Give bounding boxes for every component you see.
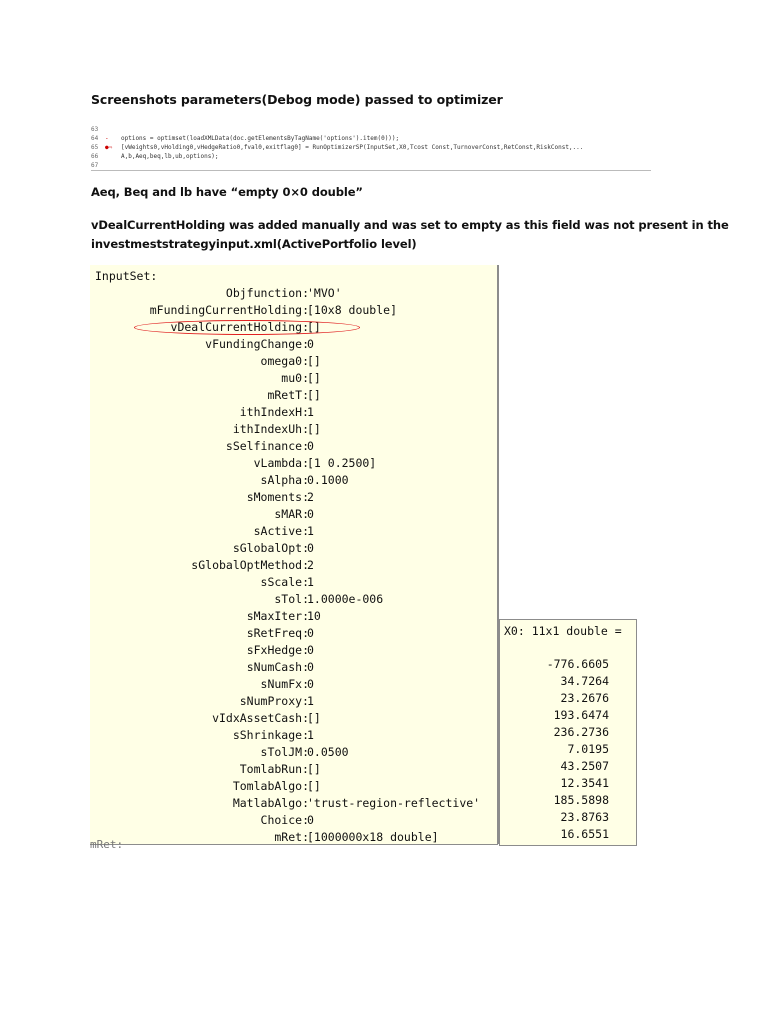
field-value: 0 bbox=[307, 813, 314, 827]
x0-value: 43.2507 bbox=[560, 759, 609, 773]
field-value: 10 bbox=[307, 609, 321, 623]
inputset-field bbox=[90, 728, 497, 745]
inputset-field bbox=[90, 592, 497, 609]
x0-value: 236.2736 bbox=[553, 725, 609, 739]
field-value: [1000000x18 double] bbox=[307, 830, 439, 844]
field-name: sMAR: bbox=[274, 507, 309, 521]
field-value: 0.0500 bbox=[307, 745, 349, 759]
inputset-variable-panel bbox=[90, 265, 498, 851]
paragraph-deal-holding-line1: vDealCurrentHolding was added manually and was set to empty as this field was not present in the bbox=[91, 218, 729, 232]
field-value: 0 bbox=[307, 626, 314, 640]
field-value: 0.1000 bbox=[307, 473, 349, 487]
field-value: 2 bbox=[307, 558, 314, 572]
breakpoint-marker: - bbox=[105, 135, 109, 142]
inputset-field bbox=[90, 779, 497, 796]
inputset-field bbox=[90, 337, 497, 354]
field-name: vIdxAssetCash: bbox=[212, 711, 309, 725]
field-name: sFxHedge: bbox=[246, 643, 309, 657]
field-value: 1 bbox=[307, 524, 314, 538]
inputset-field bbox=[90, 473, 497, 490]
field-value: [1 0.2500] bbox=[307, 456, 377, 470]
field-name: sScale: bbox=[260, 575, 309, 589]
field-value: 0 bbox=[307, 660, 314, 674]
field-value: [] bbox=[307, 371, 321, 385]
field-value: 0 bbox=[307, 337, 314, 351]
field-name: sMaxIter: bbox=[246, 609, 309, 623]
field-name: sNumProxy: bbox=[239, 694, 309, 708]
x0-value: 16.6551 bbox=[560, 827, 609, 841]
field-name: mu0: bbox=[281, 371, 309, 385]
field-value: 2 bbox=[307, 490, 314, 504]
inputset-title: InputSet: bbox=[95, 269, 158, 283]
field-value: [] bbox=[307, 711, 321, 725]
inputset-field bbox=[90, 796, 497, 813]
field-value: [10x8 double] bbox=[307, 303, 398, 317]
inputset-field bbox=[90, 677, 497, 694]
field-value: 0 bbox=[307, 439, 314, 453]
code-line-number: 63 bbox=[91, 126, 99, 133]
inputset-field bbox=[90, 626, 497, 643]
field-name: sShrinkage: bbox=[232, 728, 309, 742]
field-value: 0 bbox=[307, 643, 314, 657]
field-value: [] bbox=[307, 422, 321, 436]
field-name: sRetFreq: bbox=[246, 626, 309, 640]
field-value: [] bbox=[307, 354, 321, 368]
field-value: 1 bbox=[307, 694, 314, 708]
field-name: sGlobalOptMethod: bbox=[191, 558, 309, 572]
cropped-text-fragment: mRet: bbox=[90, 838, 124, 851]
x0-value: 34.7264 bbox=[560, 674, 609, 688]
field-name: sNumCash: bbox=[246, 660, 309, 674]
inputset-field bbox=[90, 711, 497, 728]
code-divider bbox=[91, 170, 651, 171]
inputset-field bbox=[90, 286, 497, 303]
field-value: 'trust-region-reflective' bbox=[307, 796, 481, 810]
inputset-field bbox=[90, 507, 497, 524]
code-line-number: 66 bbox=[91, 153, 99, 160]
inputset-field bbox=[90, 745, 497, 762]
inputset-field bbox=[90, 354, 497, 371]
breakpoint-marker: ●⇨ bbox=[105, 144, 113, 151]
inputset-field bbox=[90, 456, 497, 473]
x0-value: 12.3541 bbox=[560, 776, 609, 790]
inputset-field bbox=[90, 405, 497, 422]
field-name: Choice: bbox=[260, 813, 309, 827]
x0-variable-panel bbox=[499, 619, 637, 846]
field-value: [] bbox=[307, 762, 321, 776]
inputset-field bbox=[90, 830, 497, 851]
field-value: 1 bbox=[307, 405, 314, 419]
field-name: Objfunction: bbox=[225, 286, 309, 300]
inputset-field bbox=[90, 439, 497, 456]
paragraph-empty-fields: Aeq, Beq and lb have “empty 0×0 double” bbox=[91, 185, 363, 199]
inputset-field bbox=[90, 388, 497, 405]
field-name: vFundingChange: bbox=[205, 337, 309, 351]
inputset-field bbox=[90, 813, 497, 830]
code-line-text: A,b,Aeq,beq,lb,ub,options); bbox=[121, 153, 219, 160]
field-name: vDealCurrentHolding: bbox=[170, 320, 309, 334]
inputset-field bbox=[90, 643, 497, 660]
page-heading: Screenshots parameters(Debog mode) passed to optimizer bbox=[91, 92, 503, 107]
code-line-text: [vWeights0,vHolding0,vHedgeRatio0,fval0,exitflag0] = RunOptimizerSP(InputSet,X0,Tcost Const,TurnoverConst,RetConst,RiskConst,... bbox=[121, 144, 584, 151]
inputset-field bbox=[90, 762, 497, 779]
inputset-field bbox=[90, 490, 497, 507]
x0-title: X0: 11x1 double = bbox=[504, 624, 622, 638]
field-name: TomlabRun: bbox=[239, 762, 309, 776]
x0-value: 185.5898 bbox=[553, 793, 609, 807]
inputset-field bbox=[90, 422, 497, 439]
field-value: 1 bbox=[307, 575, 314, 589]
inputset-field bbox=[90, 609, 497, 626]
x0-value: 193.6474 bbox=[553, 708, 609, 722]
field-name: ithIndexH: bbox=[239, 405, 309, 419]
field-name: sMoments: bbox=[246, 490, 309, 504]
inputset-field bbox=[90, 694, 497, 711]
inputset-field bbox=[90, 541, 497, 558]
field-name: sTolJM: bbox=[260, 745, 309, 759]
paragraph-deal-holding-line2: investmeststrategyinput.xml(ActivePortfolio level) bbox=[91, 237, 417, 251]
x0-value: 7.0195 bbox=[567, 742, 609, 756]
field-value: [] bbox=[307, 388, 321, 402]
field-name: vLambda: bbox=[253, 456, 309, 470]
inputset-field bbox=[90, 371, 497, 388]
field-name: omega0: bbox=[260, 354, 309, 368]
field-name: mRetT: bbox=[267, 388, 309, 402]
inputset-field bbox=[90, 558, 497, 575]
field-name: mRet: bbox=[274, 830, 309, 844]
field-value: 'MVO' bbox=[307, 286, 342, 300]
field-value: 0 bbox=[307, 677, 314, 691]
field-name: mFundingCurrentHolding: bbox=[149, 303, 309, 317]
inputset-field bbox=[90, 524, 497, 541]
x0-value: 23.8763 bbox=[560, 810, 609, 824]
field-value: [] bbox=[307, 320, 321, 334]
field-value: 1.0000e-006 bbox=[307, 592, 384, 606]
inputset-field bbox=[90, 303, 497, 320]
code-line-text: options = optimset(loadXMLData(doc.getElementsByTagName('options').item(0))); bbox=[121, 135, 400, 142]
field-name: MatlabAlgo: bbox=[232, 796, 309, 810]
field-name: sActive: bbox=[253, 524, 309, 538]
code-editor-screenshot bbox=[91, 120, 651, 172]
field-value: 0 bbox=[307, 541, 314, 555]
x0-value: -776.6605 bbox=[546, 657, 609, 671]
field-value: 0 bbox=[307, 507, 314, 521]
field-value: [] bbox=[307, 779, 321, 793]
inputset-field bbox=[90, 575, 497, 592]
code-line-number: 64 bbox=[91, 135, 99, 142]
field-name: TomlabAlgo: bbox=[232, 779, 309, 793]
field-name: sSelfinance: bbox=[225, 439, 309, 453]
field-name: sNumFx: bbox=[260, 677, 309, 691]
code-line-number: 67 bbox=[91, 162, 99, 169]
field-name: ithIndexUh: bbox=[232, 422, 309, 436]
field-value: 1 bbox=[307, 728, 314, 742]
inputset-field bbox=[90, 660, 497, 677]
x0-value: 23.2676 bbox=[560, 691, 609, 705]
code-line-number: 65 bbox=[91, 144, 99, 151]
field-name: sGlobalOpt: bbox=[232, 541, 309, 555]
field-name: sTol: bbox=[274, 592, 309, 606]
field-name: sAlpha: bbox=[260, 473, 309, 487]
highlight-ellipse bbox=[134, 320, 360, 335]
